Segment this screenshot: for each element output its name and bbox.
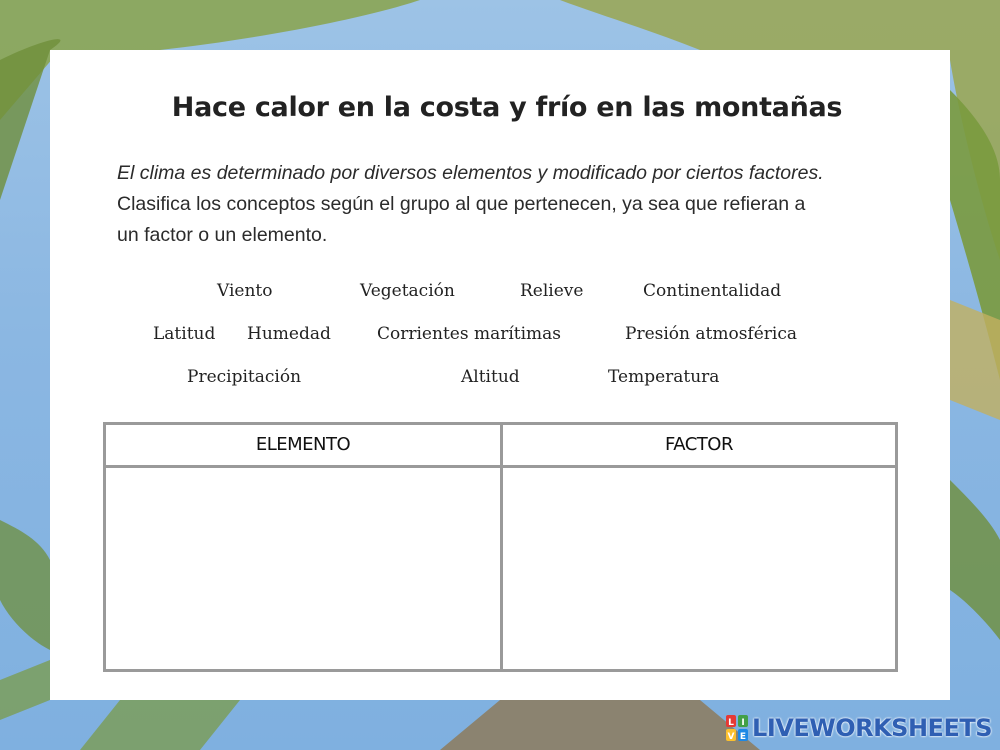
concept-chip[interactable]: Presión atmosférica (625, 324, 797, 344)
instructions (117, 158, 827, 251)
header-elemento: ELEMENTO (255, 434, 351, 455)
liveworksheets-logo-icon (726, 715, 748, 741)
concept-chip[interactable]: Latitud (153, 324, 216, 344)
concept-chip[interactable]: Altitud (461, 367, 520, 387)
concept-chip[interactable]: Vegetación (360, 281, 455, 301)
concept-chip[interactable]: Humedad (247, 324, 331, 344)
instructions-body: Clasifica los conceptos según el grupo al que pertenecen, ya sea que refieran a un factor o un elemento. (117, 193, 806, 246)
logo-letter: V (727, 732, 735, 741)
concept-chip[interactable]: Relieve (520, 281, 584, 301)
factor-drop-zone[interactable] (503, 468, 895, 669)
brand-name: LIVEWORKSHEETS (752, 714, 992, 742)
instructions-lead: El clima es determinado por diversos elementos y modificado por ciertos factores. (117, 162, 824, 184)
logo-letter: L (728, 718, 734, 728)
elemento-drop-zone[interactable] (106, 468, 500, 669)
liveworksheets-logo[interactable] (726, 712, 992, 744)
header-factor: FACTOR (665, 434, 733, 455)
classification-table (103, 422, 898, 672)
logo-letter: I (741, 718, 745, 728)
concept-chip[interactable]: Continentalidad (643, 281, 782, 301)
worksheet-card (50, 50, 950, 700)
concept-chip[interactable]: Temperatura (608, 367, 720, 387)
concept-chip[interactable]: Corrientes marítimas (377, 324, 562, 344)
worksheet-title: Hace calor en la costa y frío en las montañas (171, 92, 843, 123)
concept-chip[interactable]: Precipitación (187, 367, 302, 387)
concept-chip[interactable]: Viento (217, 281, 273, 301)
logo-letter: E (739, 732, 747, 741)
